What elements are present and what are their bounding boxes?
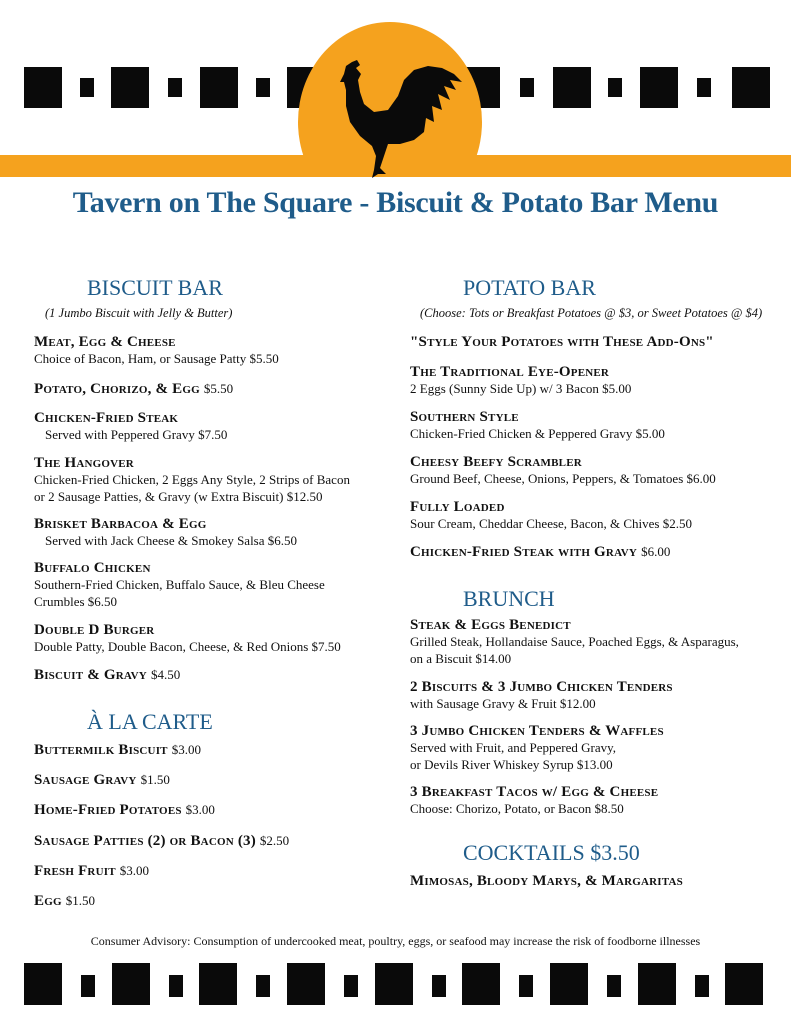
border-square	[375, 963, 413, 1005]
border-square	[638, 963, 676, 1005]
item-price: $1.50	[65, 893, 95, 908]
item-name: Fully Loaded	[410, 499, 505, 515]
item-price: $3.00	[171, 742, 201, 757]
menu-item	[34, 380, 233, 398]
item-description: or 2 Sausage Patties, & Gravy (w Extra Biscuit) $12.50	[34, 488, 323, 504]
item-description: Chicken-Fried Chicken, 2 Eggs Any Style, 2 Strips of Bacon	[34, 472, 350, 487]
border-square	[462, 963, 500, 1005]
item-price: $1.50	[140, 772, 170, 787]
menu-item	[410, 784, 658, 818]
potato-bar-heading: POTATO BAR	[463, 275, 596, 300]
border-square	[287, 963, 325, 1005]
item-name: Sausage Gravy	[34, 772, 137, 788]
item-name: 3 Jumbo Chicken Tenders & Waffles	[410, 723, 664, 739]
item-description: 2 Eggs (Sunny Side Up) w/ 3 Bacon $5.00	[410, 381, 632, 396]
menu-item	[410, 499, 692, 533]
menu-item	[34, 516, 297, 550]
menu-item	[410, 723, 664, 773]
biscuit-bar-subtitle: (1 Jumbo Biscuit with Jelly & Butter)	[45, 306, 233, 320]
item-price: $5.50	[203, 381, 234, 396]
item-name: Biscuit & Gravy	[34, 667, 147, 683]
border-square	[24, 963, 62, 1005]
border-square	[519, 975, 533, 997]
menu-item	[34, 622, 341, 656]
menu-item	[34, 666, 180, 684]
menu-item	[410, 409, 665, 443]
consumer-advisory: Consumer Advisory: Consumption of undercooked meat, poultry, eggs, or seafood may increase the risk of foodborne illnesses	[90, 934, 701, 948]
potato-bar-subtitle: (Choose: Tots or Breakfast Potatoes @ $3, or Sweet Potatoes @ $4)	[420, 306, 763, 320]
item-name: Double D Burger	[34, 622, 155, 638]
item-name: Southern Style	[410, 409, 519, 425]
item-name: Home-Fried Potatoes	[34, 802, 182, 818]
menu-item	[410, 454, 716, 488]
menu-item	[34, 832, 289, 850]
biscuit-bar-heading: BISCUIT BAR	[87, 275, 223, 300]
menu-item	[34, 892, 95, 910]
item-description: Crumbles $6.50	[34, 593, 118, 609]
item-name: Brisket Barbacoa & Egg	[34, 516, 207, 532]
cocktails-list: Mimosas, Bloody Marys, & Margaritas	[410, 873, 683, 889]
border-square	[725, 963, 763, 1005]
item-name: Meat, Egg & Cheese	[34, 334, 176, 350]
item-description: Double Patty, Double Bacon, Cheese, & Red Onions $7.50	[34, 639, 341, 654]
menu-item	[410, 543, 670, 561]
menu-item	[34, 801, 215, 819]
item-price: $2.50	[259, 833, 290, 848]
item-name: 3 Breakfast Tacos w/ Egg & Cheese	[410, 784, 659, 800]
item-name: Chicken-Fried Steak	[34, 410, 179, 426]
item-name: Egg	[34, 893, 62, 909]
item-name: The Hangover	[34, 455, 134, 471]
item-price: $6.00	[641, 544, 671, 559]
item-name: Steak & Eggs Benedict	[410, 617, 571, 633]
item-description: or Devils River Whiskey Syrup $13.00	[410, 756, 613, 772]
item-description: Served with Fruit, and Peppered Gravy,	[410, 740, 617, 755]
item-name: Sausage Patties (2) or Bacon (3)	[34, 833, 256, 849]
cocktails-heading: COCKTAILS $3.50	[463, 840, 640, 865]
item-description: Choice of Bacon, Ham, or Sausage Patty $5.50	[34, 351, 279, 366]
border-square	[432, 975, 446, 997]
item-price: $3.00	[185, 802, 215, 817]
item-description: Southern-Fried Chicken, Buffalo Sauce, & Bleu Cheese	[34, 577, 325, 592]
item-name: Chicken-Fried Steak with Gravy	[410, 544, 638, 560]
item-name: Fresh Fruit	[34, 863, 116, 879]
item-name: Potato, Chorizo, & Egg	[34, 381, 200, 397]
item-price: $3.00	[119, 863, 149, 878]
border-square	[112, 963, 150, 1005]
border-square	[695, 975, 709, 997]
rooster-icon	[330, 60, 470, 180]
brunch-heading: BRUNCH	[463, 586, 555, 611]
item-description: Chicken-Fried Chicken & Peppered Gravy $5.00	[410, 426, 665, 441]
item-name: The Traditional Eye-Opener	[410, 364, 610, 380]
menu-item	[34, 560, 325, 610]
menu-item	[410, 679, 673, 713]
item-description: Choose: Chorizo, Potato, or Bacon $8.50	[410, 801, 624, 816]
a-la-carte-heading: À LA CARTE	[87, 709, 213, 734]
menu-item	[34, 771, 170, 789]
potato-bar-tagline: "Style Your Potatoes with These Add-Ons"	[410, 334, 714, 350]
item-price: $4.50	[150, 667, 181, 682]
item-description: on a Biscuit $14.00	[410, 650, 512, 666]
item-description: Ground Beef, Cheese, Onions, Peppers, & Tomatoes $6.00	[410, 471, 716, 486]
item-description: with Sausage Gravy & Fruit $12.00	[410, 696, 596, 711]
menu-item	[34, 741, 201, 759]
item-name: Buffalo Chicken	[34, 560, 151, 576]
menu-item	[410, 364, 631, 398]
item-description: Served with Jack Cheese & Smokey Salsa $6.50	[45, 533, 298, 548]
menu-item	[34, 410, 227, 444]
border-square	[199, 963, 237, 1005]
menu-item	[410, 617, 739, 667]
border-square	[344, 975, 358, 997]
border-square	[81, 975, 95, 997]
item-description: Sour Cream, Cheddar Cheese, Bacon, & Chives $2.50	[410, 516, 692, 531]
item-description: Grilled Steak, Hollandaise Sauce, Poached Eggs, & Asparagus,	[410, 634, 739, 649]
border-square	[169, 975, 183, 997]
menu-item	[34, 334, 279, 368]
item-name: 2 Biscuits & 3 Jumbo Chicken Tenders	[410, 679, 673, 695]
item-description: Served with Peppered Gravy $7.50	[45, 427, 228, 442]
item-name: Buttermilk Biscuit	[34, 742, 168, 758]
menu-item	[34, 862, 149, 880]
page-title: Tavern on The Square - Biscuit & Potato Bar Menu	[72, 186, 719, 219]
border-square	[550, 963, 588, 1005]
border-square	[256, 975, 270, 997]
item-name: Cheesy Beefy Scrambler	[410, 454, 582, 470]
border-square	[607, 975, 621, 997]
menu-item	[34, 455, 350, 505]
